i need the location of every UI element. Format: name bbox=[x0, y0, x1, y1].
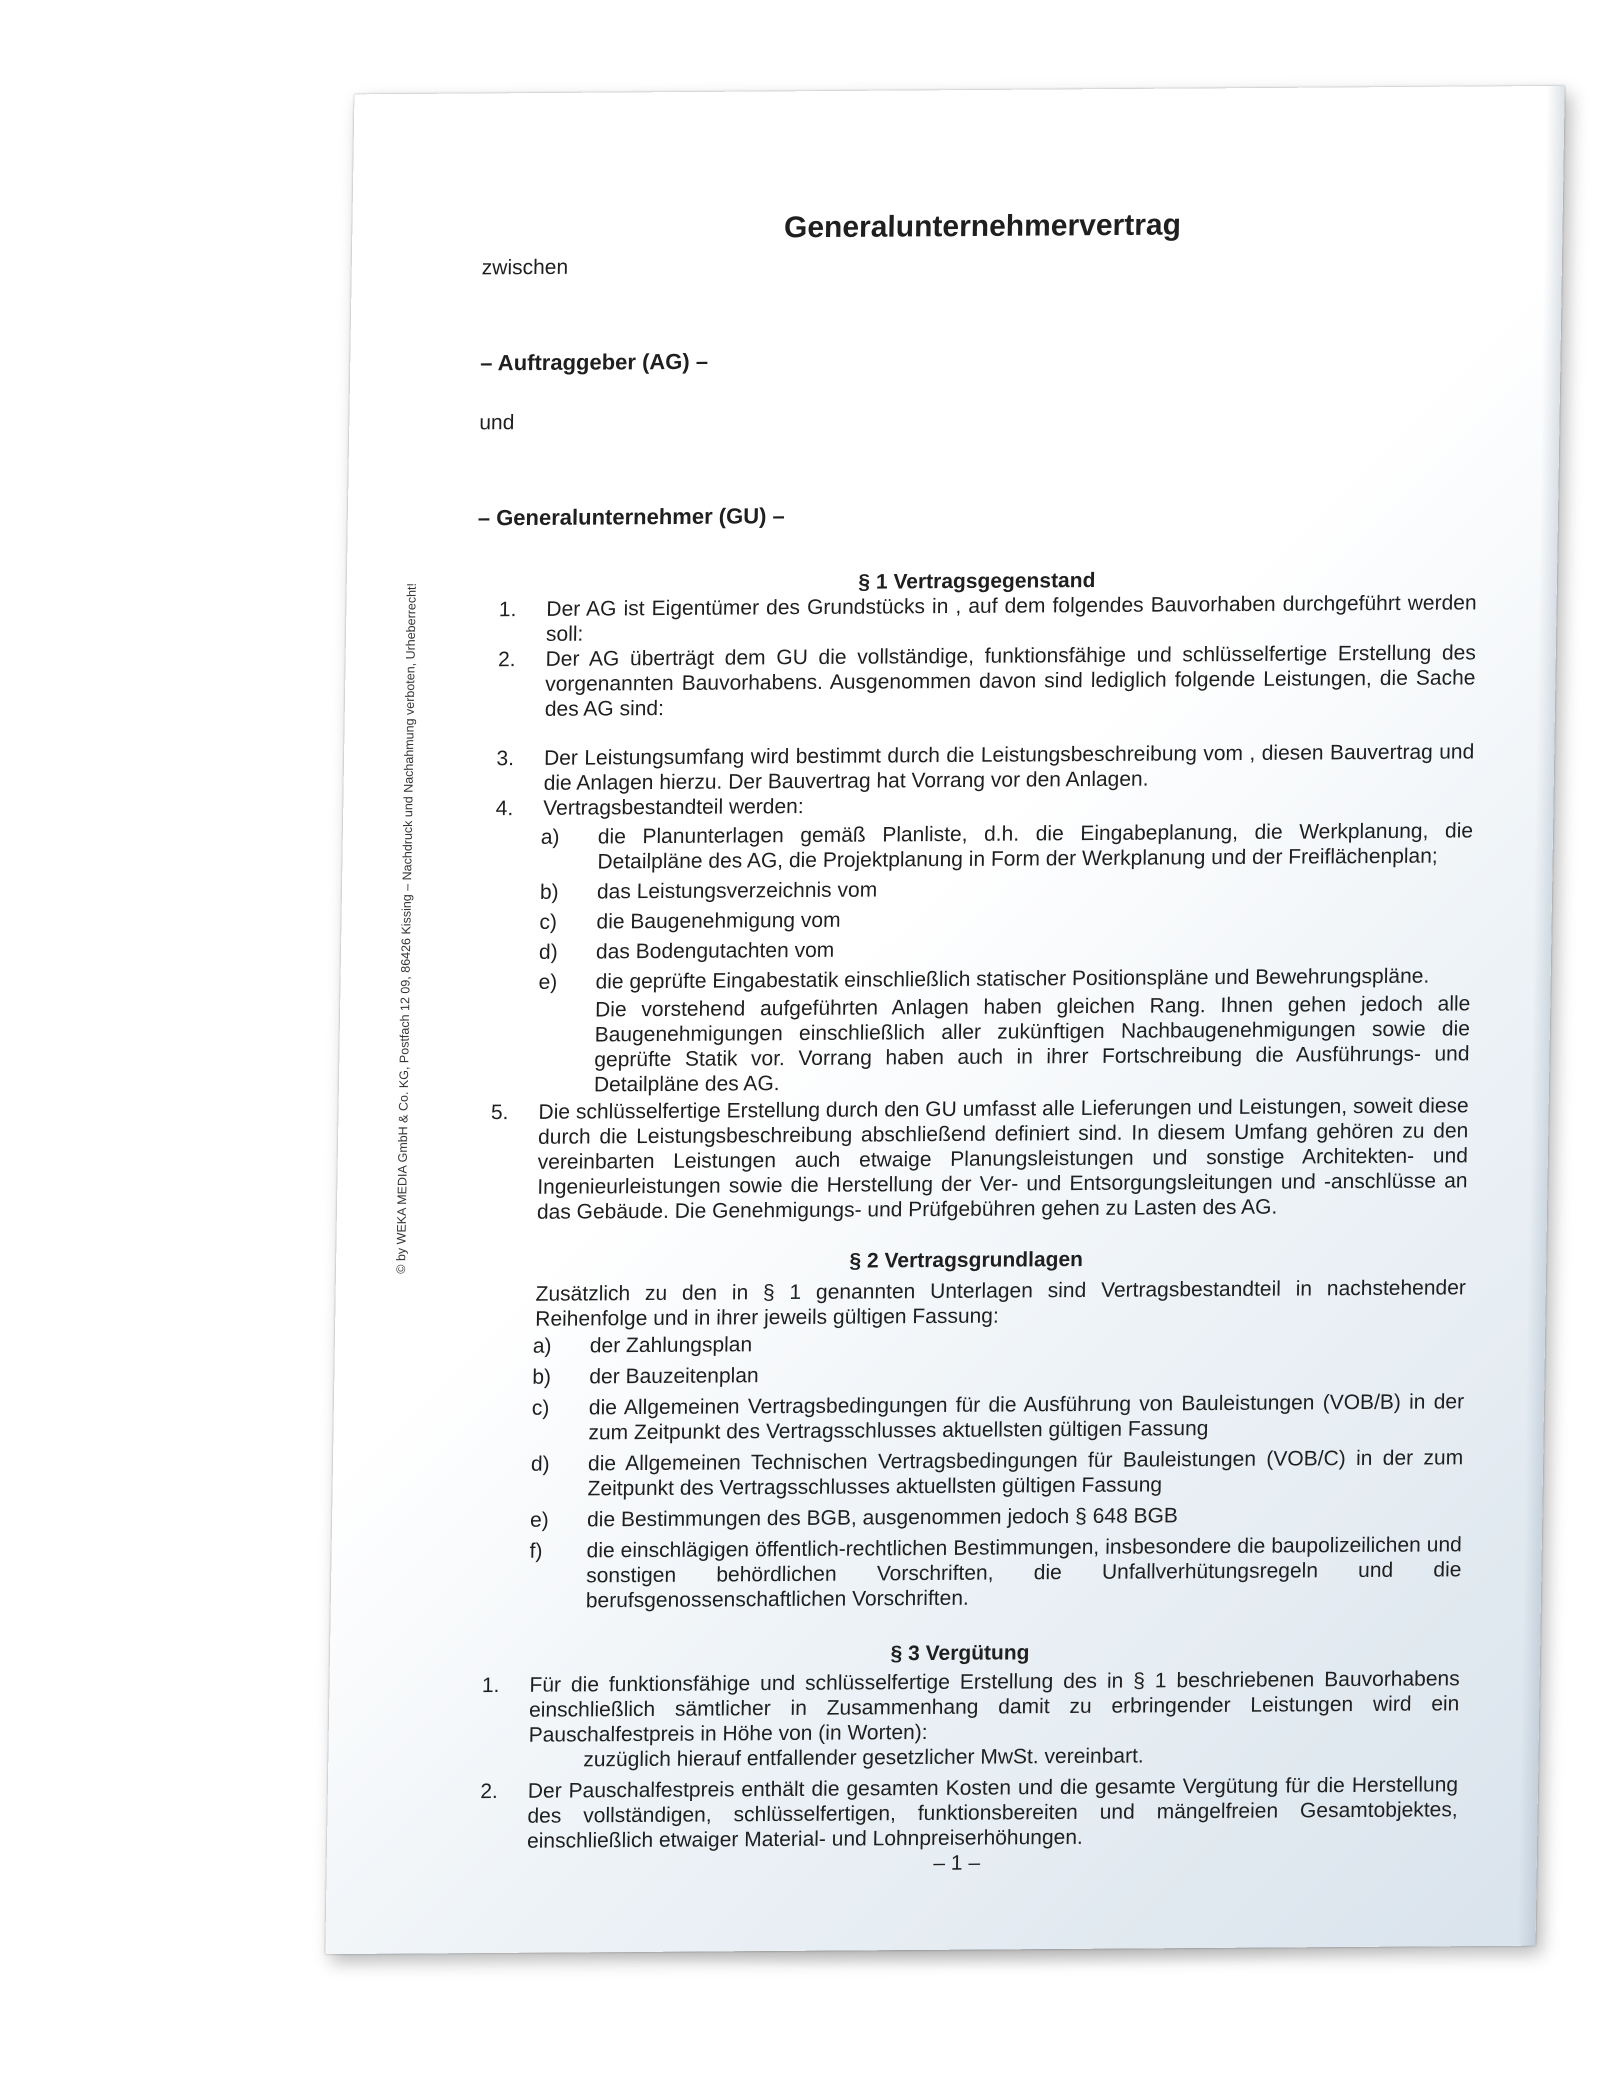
section-1-subitem-e: e) die geprüfte Eingabestatik einschließlich statischer Positionspläne und Bewehrungspläne. bbox=[538, 964, 1430, 994]
section-2-subitem-a: a) der Zahlungsplan bbox=[532, 1333, 753, 1358]
section-2-subitem-e: e) die Bestimmungen des BGB, ausgenommen jedoch § 648 BGB bbox=[529, 1504, 1179, 1532]
section-3-item-1: 1. Für die funktionsfähige und schlüsselfertige Erstellung des in § 1 beschriebenen Bauvorhabens einschließlich sämtlicher in Zusammenhang damit zu erbringender Leistungen wird ein Pauschalfestpreis in Höhe von (in Worten): bbox=[481, 1667, 1460, 1747]
section-2-intro: Zusätzlich zu den in § 1 genannten Unterlagen sind Vertragsbestandteil in nachstehender Reihenfolge und in ihrer jeweils gültigen Fassung: bbox=[535, 1276, 1467, 1331]
section-1-item-1: 1. Der AG ist Eigentümer des Grundstücks in , auf dem folgendes Bauvorhaben durchgeführt werden soll: bbox=[498, 591, 1477, 646]
page-number: – 1 – bbox=[933, 1851, 981, 1875]
section-3-heading: § 3 Vergütung bbox=[890, 1641, 1030, 1666]
section-3-vat-note: zuzüglich hierauf entfallender gesetzlicher MwSt. vereinbart. bbox=[583, 1744, 1144, 1772]
between-label: zwischen bbox=[481, 255, 569, 280]
section-1-note: Die vorstehend aufgeführten Anlagen haben gleichen Rang. Ihnen gehen jedoch alle Baugenehmigungen einschließlich aller zukünftigen Nachbaugenehmigungen sowie die geprüfte Statik vor. Vorrang haben auch in ihrer Fortschreibung die Ausführungs- und Detailpläne des AG. bbox=[593, 992, 1471, 1097]
section-2-heading: § 2 Vertragsgrundlagen bbox=[849, 1247, 1084, 1273]
client-label: – Auftraggeber (AG) – bbox=[480, 348, 709, 376]
section-1-subitem-b: b) das Leistungsverzeichnis vom bbox=[539, 878, 878, 904]
section-1-subitem-c: c) die Baugenehmigung vom bbox=[539, 908, 841, 934]
section-1-item-5: 5. Die schlüsselfertige Erstellung durch den GU umfasst alle Lieferungen und Leistungen, soweit diese durch die Leistungsbeschreibung abschließend definiert sind. In diesem Umfang gehören zu den vereinbarten Leistungen auch etwaige Planungsleistungen und sonstige Architekten- und Ingenieurleistungen sowie die Herstellung der Ver- und Entsorgungsleitungen und -anschlüsse an das Gebäude. Die Genehmigungs- und Prüfgebühren gehen zu Lasten des AG. bbox=[490, 1094, 1469, 1224]
section-1-item-3: 3. Der Leistungsumfang wird bestimmt durch die Leistungsbeschreibung vom , diesen Bauvertrag und die Anlagen hierzu. Der Bauvertrag hat Vorrang vor den Anlagen. bbox=[496, 740, 1475, 795]
section-1-subitem-a: a) die Planunterlagen gemäß Planliste, d.h. die Eingabeplanung, die Werkplanung, die Detailpläne des AG, die Projektplanung in Form der Werkplanung und der Freiflächenplan; bbox=[540, 819, 1474, 874]
section-2-subitem-d: d) die Allgemeinen Technischen Vertragsbedingungen für Bauleistungen (VOB/C) in der zum Zeitpunkt des Vertragsschlusses aktuellsten gültigen Fassung bbox=[530, 1446, 1464, 1501]
document-page bbox=[325, 86, 1564, 1954]
contractor-label: – Generalunternehmer (GU) – bbox=[477, 503, 785, 531]
section-1-item-2: 2. Der AG überträgt dem GU die vollständige, funktionsfähige und schlüsselfertige Erstellung des vorgenannten Bauvorhabens. Ausgenommen davon sind lediglich folgende Leistungen, die Sache des AG sind: bbox=[497, 641, 1477, 721]
document-content bbox=[456, 206, 1482, 1879]
section-1-item-4: 4. Vertragsbestandteil werden: bbox=[495, 795, 804, 821]
section-2-subitem-f: f) die einschlägigen öffentlich-rechtlichen Bestimmungen, insbesondere die baupolizeilichen und sonstigen behördlichen Vorschriften, die Unfallverhütungsregeln und die berufsgenossenschaftlichen Vorschriften. bbox=[529, 1533, 1463, 1613]
section-2-subitem-c: c) die Allgemeinen Vertragsbedingungen für die Ausführung von Bauleistungen (VOB/B) in der zum Zeitpunkt des Vertragsschlusses aktuellsten gültigen Fassung bbox=[531, 1390, 1465, 1445]
copyright-notice: © by WEKA MEDIA GmbH & Co. KG, Postfach 12 09, 86426 Kissing – Nachdruck und Nachahmung verboten, Urheberrecht! bbox=[393, 582, 419, 1274]
section-1-heading: § 1 Vertragsgegenstand bbox=[858, 569, 1096, 594]
section-1-subitem-d: d) das Bodengutachten vom bbox=[538, 938, 835, 964]
section-2-subitem-b: b) der Bauzeitenplan bbox=[532, 1364, 759, 1389]
and-label: und bbox=[479, 411, 515, 435]
section-3-item-2: 2. Der Pauschalfestpreis enthält die gesamten Kosten und die gesamte Vergütung für die Herstellung des vollständigen, schlüsselfertigen, funktionsbereiten und mängelfreien Gesamtobjektes, einschließlich etwaiger Material- und Lohnpreiserhöhungen. bbox=[480, 1773, 1459, 1853]
document-title: Generalunternehmervertrag bbox=[783, 208, 1182, 245]
